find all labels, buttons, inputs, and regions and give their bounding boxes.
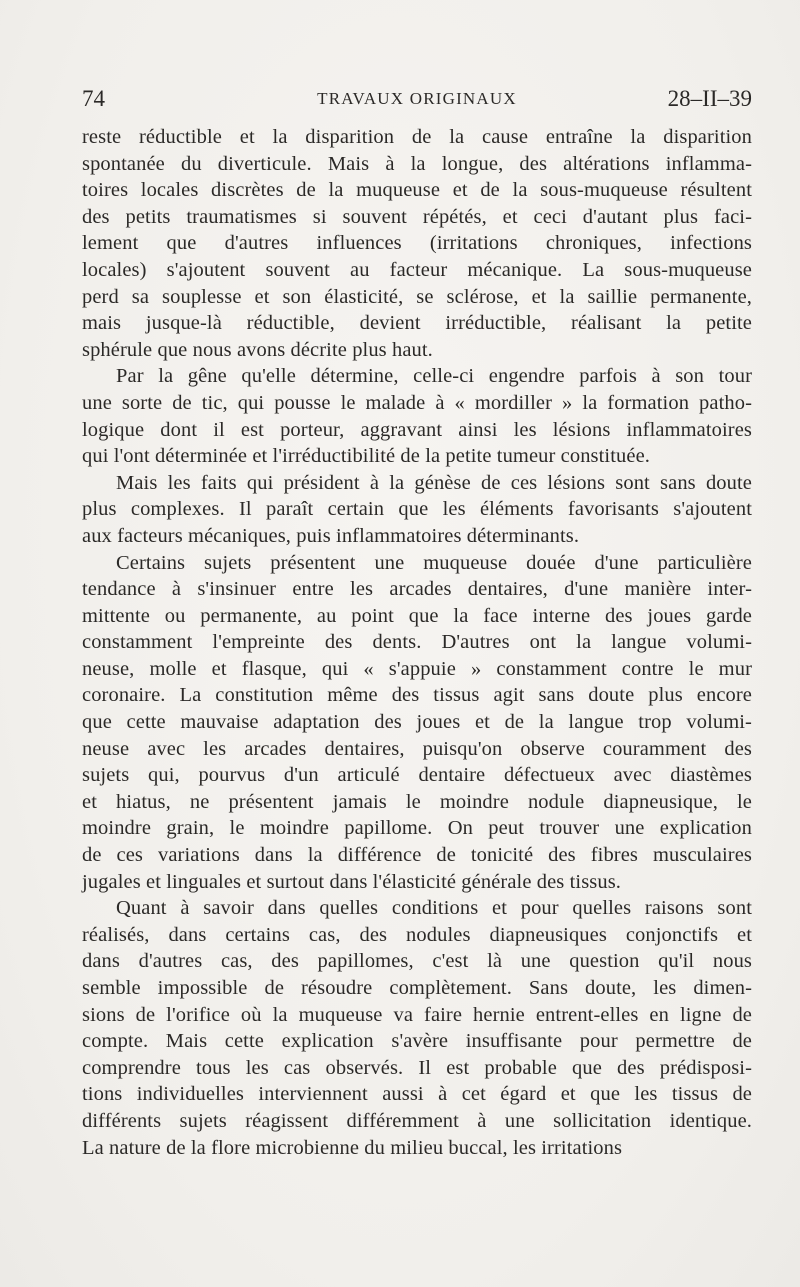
text-line: réalisés, dans certains cas, des nodules diapneusiques conjonctifs et	[82, 923, 752, 946]
text-line: mittente ou permanente, au point que la face interne des joues garde	[82, 604, 752, 627]
text-line: sujets qui, pourvus d'un articulé dentaire défectueux avec diastèmes	[82, 764, 752, 787]
text-line: compte. Mais cette explication s'avère insuffisante pour permettre de	[82, 1030, 752, 1053]
text-line: une sorte de tic, qui pousse le malade à « mordiller » la formation patho-	[82, 391, 752, 414]
text-line: semble impossible de résoudre complètement. Sans doute, les dimen-	[82, 977, 752, 999]
paragraph	[82, 124, 752, 363]
running-title: TRAVAUX ORIGINAUX	[317, 89, 517, 108]
text-line: comprendre tous les cas observés. Il est probable que des prédisposi-	[82, 1056, 752, 1079]
text-line: tions individuelles interviennent aussi à cet égard et que les tissus de	[82, 1083, 752, 1106]
text-line: neuse, molle et flasque, qui « s'appuie » constamment contre le mur	[82, 657, 752, 680]
text-line: Mais les faits qui président à la génèse de ces lésions sont sans doute	[116, 471, 752, 494]
text-line: coronaire. La constitution même des tissus agit sans doute plus encore	[82, 684, 752, 707]
text-line: des petits traumatismes si souvent répétés, et ceci d'autant plus faci-	[82, 205, 752, 228]
running-header	[82, 82, 752, 116]
paragraph	[82, 470, 752, 550]
text-line: spontanée du diverticule. Mais à la longue, des altérations inflamma-	[82, 152, 752, 175]
text-line: Quant à savoir dans quelles conditions et pour quelles raisons sont	[116, 897, 752, 920]
issue-date: 28–II–39	[667, 86, 752, 111]
text-line: locales) s'ajoutent souvent au facteur mécanique. La sous-muqueuse	[82, 258, 752, 281]
text-line: jugales et linguales et surtout dans l'élasticité générale des tissus.	[82, 870, 621, 893]
text-line: logique dont il est porteur, aggravant ainsi les lésions inflammatoires	[82, 418, 752, 441]
text-line: tendance à s'insinuer entre les arcades dentaires, d'une manière inter-	[82, 578, 752, 601]
text-line: différents sujets réagissent différemment à une sollicitation identique.	[82, 1109, 752, 1132]
text-line: mais jusque-là réductible, devient irréductible, réalisant la petite	[82, 312, 752, 335]
text-line: sions de l'orifice où la muqueuse va faire hernie entrent-elles en ligne de	[82, 1003, 752, 1026]
text-line: reste réductible et la disparition de la cause entraîne la disparition	[82, 126, 752, 148]
body-text	[82, 124, 752, 1161]
text-line: toires locales discrètes de la muqueuse et de la sous-muqueuse résultent	[82, 179, 752, 202]
text-line: plus complexes. Il paraît certain que les éléments favorisants s'ajoutent	[82, 498, 752, 521]
paragraph	[82, 895, 752, 1161]
paragraph	[82, 363, 752, 469]
text-line: de ces variations dans la différence de tonicité des fibres musculaires	[82, 844, 752, 867]
text-line: moindre grain, le moindre papillome. On peut trouver une explication	[82, 817, 752, 840]
text-line: neuse avec les arcades dentaires, puisqu'on observe couramment des	[82, 737, 752, 760]
text-line: et hiatus, ne présentent jamais le moindre nodule diapneusique, le	[82, 790, 752, 813]
text-line: aux facteurs mécaniques, puis inflammatoires déterminants.	[82, 524, 580, 547]
text-line: sphérule que nous avons décrite plus haut.	[82, 338, 433, 361]
text-line: perd sa souplesse et son élasticité, se sclérose, et la saillie permanente,	[82, 285, 752, 308]
text-line: lement que d'autres influences (irritations chroniques, infections	[82, 232, 752, 255]
text-line: constamment l'empreinte des dents. D'autres ont la langue volumi-	[82, 631, 752, 654]
text-line: Certains sujets présentent une muqueuse douée d'une particulière	[116, 551, 752, 574]
text-line: qui l'ont déterminée et l'irréductibilité de la petite tumeur constituée.	[82, 445, 650, 468]
text-line: Par la gêne qu'elle détermine, celle-ci engendre parfois à son tour	[116, 365, 752, 388]
text-line: dans d'autres cas, des papillomes, c'est là une question qu'il nous	[82, 950, 752, 973]
page-number: 74	[82, 86, 105, 111]
text-line: que cette mauvaise adaptation des joues et de la langue trop volumi-	[82, 711, 752, 734]
text-line: La nature de la flore microbienne du milieu buccal, les irritations	[82, 1136, 623, 1159]
paragraph	[82, 550, 752, 896]
